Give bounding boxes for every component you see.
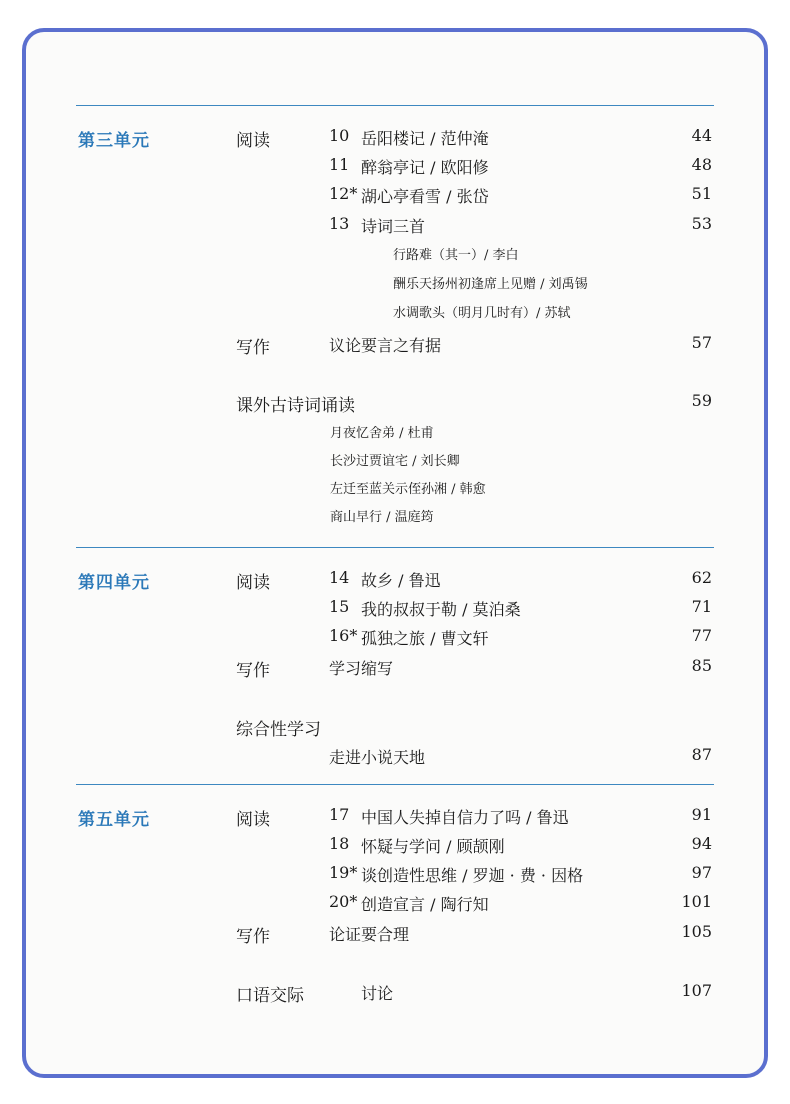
divider-line (76, 547, 714, 548)
oral-topic-title[interactable]: 讨论 (361, 984, 394, 1003)
poem-entry[interactable]: 酬乐天扬州初逢席上见赠 / 刘禹锡 (393, 277, 588, 292)
page-number: 77 (691, 626, 712, 645)
lesson-title[interactable]: 醉翁亭记 / 欧阳修 (361, 158, 489, 177)
page-number: 44 (691, 126, 712, 145)
page-number: 71 (691, 597, 712, 616)
page-number: 57 (691, 333, 712, 352)
page-number: 59 (691, 391, 712, 410)
poem-entry[interactable]: 月夜忆舍弟 / 杜甫 (330, 426, 434, 441)
poem-entry[interactable]: 行路难（其一）/ 李白 (393, 248, 519, 263)
lesson-title[interactable]: 故乡 / 鲁迅 (361, 571, 441, 590)
activity-title[interactable]: 走进小说天地 (329, 748, 426, 767)
lesson-number: 18 (329, 834, 350, 853)
lesson-title[interactable]: 谈创造性思维 / 罗迦 · 费 · 因格 (361, 866, 584, 885)
unit-4-label: 第四单元 (78, 573, 150, 593)
divider-line (76, 105, 714, 106)
lesson-number: 13 (329, 214, 350, 233)
page-number: 62 (691, 568, 712, 587)
lesson-number: 15 (329, 597, 350, 616)
poem-entry[interactable]: 商山早行 / 温庭筠 (330, 510, 434, 525)
lesson-title[interactable]: 中国人失掉自信力了吗 / 鲁迅 (361, 808, 569, 827)
section-comprehensive-study: 综合性学习 (236, 720, 321, 740)
lesson-number: 12* (329, 184, 358, 203)
section-reading: 阅读 (236, 810, 270, 830)
lesson-number: 11 (329, 155, 350, 174)
page-number: 101 (681, 892, 712, 911)
section-writing: 写作 (236, 661, 270, 681)
section-reading: 阅读 (236, 131, 270, 151)
page-number: 87 (691, 745, 712, 764)
section-reading: 阅读 (236, 573, 270, 593)
writing-title[interactable]: 论证要合理 (329, 925, 410, 944)
section-extra-poems[interactable]: 课外古诗词诵读 (236, 396, 355, 416)
lesson-number: 10 (329, 126, 350, 145)
lesson-number: 19* (329, 863, 358, 882)
lesson-title[interactable]: 创造宣言 / 陶行知 (361, 895, 489, 914)
section-oral-communication: 口语交际 (236, 986, 304, 1006)
lesson-number: 16* (329, 626, 358, 645)
page-number: 97 (691, 863, 712, 882)
lesson-title[interactable]: 我的叔叔于勒 / 莫泊桑 (361, 600, 521, 619)
unit-5-label: 第五单元 (78, 810, 150, 830)
lesson-number: 17 (329, 805, 350, 824)
page-number: 48 (691, 155, 712, 174)
lesson-title[interactable]: 孤独之旅 / 曹文轩 (361, 629, 489, 648)
lesson-title[interactable]: 湖心亭看雪 / 张岱 (361, 187, 489, 206)
page-number: 51 (691, 184, 712, 203)
page-number: 94 (691, 834, 712, 853)
lesson-title[interactable]: 怀疑与学问 / 顾颉刚 (361, 837, 505, 856)
divider-line (76, 784, 714, 785)
poem-entry[interactable]: 长沙过贾谊宅 / 刘长卿 (330, 454, 460, 469)
lesson-title[interactable]: 诗词三首 (361, 217, 426, 236)
lesson-number: 20* (329, 892, 358, 911)
page-number: 107 (681, 981, 712, 1000)
section-writing: 写作 (236, 338, 270, 358)
lesson-title[interactable]: 岳阳楼记 / 范仲淹 (361, 129, 489, 148)
page-number: 91 (691, 805, 712, 824)
writing-title[interactable]: 议论要言之有据 (329, 336, 442, 355)
page-number: 105 (681, 922, 712, 941)
section-writing: 写作 (236, 927, 270, 947)
writing-title[interactable]: 学习缩写 (329, 659, 394, 678)
poem-entry[interactable]: 左迁至蓝关示侄孙湘 / 韩愈 (330, 482, 486, 497)
page-number: 53 (691, 214, 712, 233)
lesson-number: 14 (329, 568, 350, 587)
page-number: 85 (691, 656, 712, 675)
unit-3-label: 第三单元 (78, 131, 150, 151)
poem-entry[interactable]: 水调歌头（明月几时有）/ 苏轼 (393, 306, 571, 321)
